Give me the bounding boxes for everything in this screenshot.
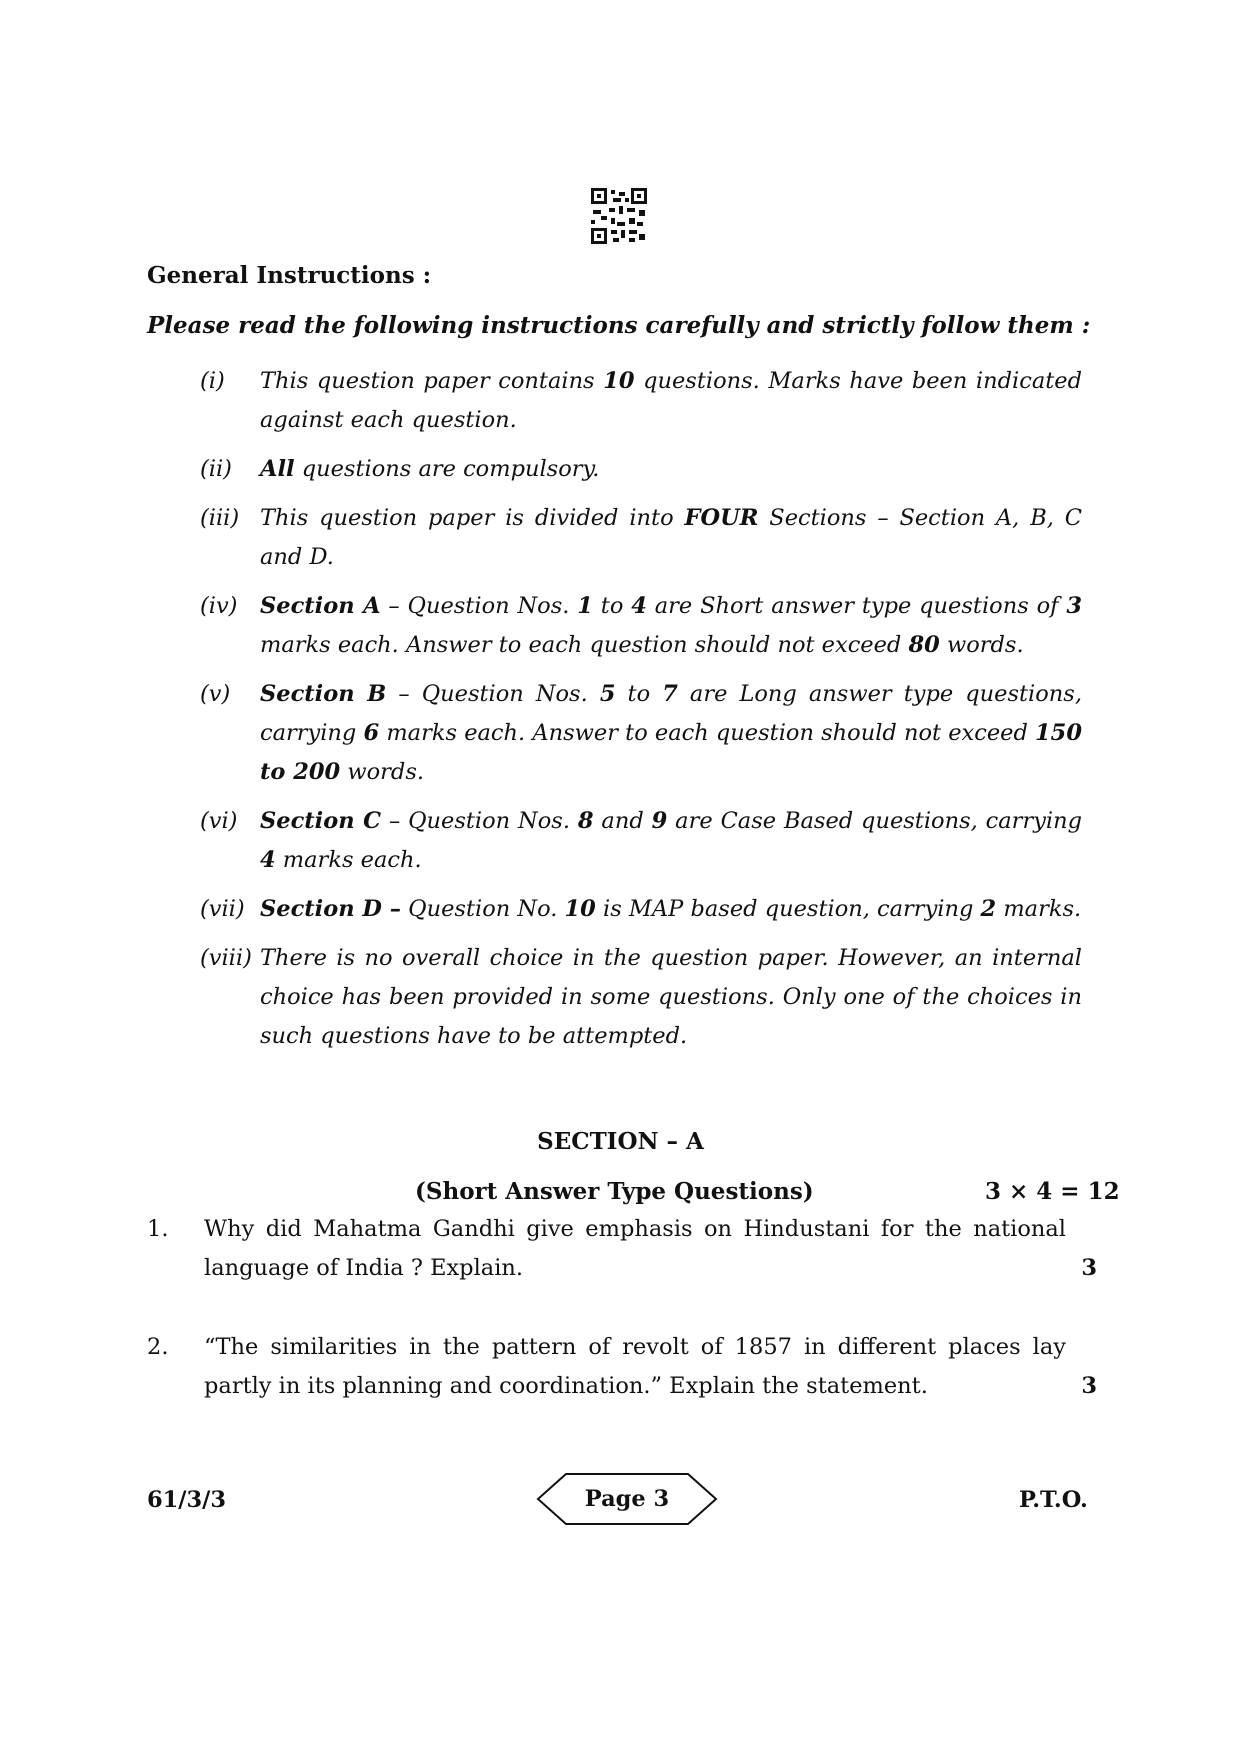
question-2 (147, 1328, 1097, 1406)
instruction-text: Question No. (401, 896, 565, 922)
paper-code: 61/3/3 (147, 1487, 227, 1513)
instruction-emphasis: Section D – (260, 896, 401, 922)
instruction-number: (v) (200, 681, 231, 707)
instruction-emphasis: All (260, 456, 295, 482)
instruction-item (200, 587, 1082, 665)
pto-label: P.T.O. (1019, 1487, 1088, 1513)
instruction-number: (vii) (200, 896, 245, 922)
instruction-text: questions are compulsory. (294, 456, 600, 482)
instruction-item (200, 802, 1082, 880)
instruction-text: are Long answer type questions, carrying (260, 681, 1082, 746)
question-number: 1. (147, 1216, 169, 1242)
instruction-emphasis: 3 (1066, 593, 1082, 619)
instruction-text: – Question Nos. (386, 681, 600, 707)
instruction-emphasis: 5 (599, 681, 616, 707)
question-number: 2. (147, 1334, 169, 1360)
section-marks: 3 × 4 = 12 (985, 1178, 1120, 1205)
instruction-emphasis: 7 (662, 681, 678, 707)
instruction-text: marks each. Answer to each question should not exceed (379, 720, 1036, 746)
instruction-item (200, 939, 1082, 1056)
page-number-badge (536, 1472, 718, 1526)
instruction-emphasis: 6 (363, 720, 380, 746)
instruction-number: (iv) (200, 593, 238, 619)
instruction-item (200, 450, 1082, 489)
instruction-emphasis: Section A (260, 593, 381, 619)
question-marks: 3 (1081, 1255, 1097, 1281)
instruction-text: This question paper is divided into (260, 505, 685, 531)
instruction-number: (vi) (200, 808, 238, 834)
question-text: “The similarities in the pattern of revolt of 1857 in different places lay partly in its planning and coordination.” Explain the statement. (204, 1334, 1066, 1399)
instruction-item (200, 675, 1082, 792)
qr-code-icon (591, 188, 647, 244)
instruction-emphasis: 10 (603, 368, 635, 394)
section-title: SECTION – A (537, 1128, 704, 1155)
instruction-emphasis: 8 (577, 808, 594, 834)
instruction-text: marks each. (275, 847, 422, 873)
instruction-text: This question paper contains (260, 368, 604, 394)
instruction-text: – Question Nos. (380, 593, 578, 619)
instruction-item (200, 890, 1082, 929)
instruction-emphasis: 10 (564, 896, 596, 922)
question-text: Why did Mahatma Gandhi give emphasis on Hindustani for the national language of India ? Explain. (204, 1216, 1066, 1281)
instruction-emphasis: FOUR (684, 505, 759, 531)
instruction-emphasis: Section B (260, 681, 387, 707)
instruction-item (200, 362, 1082, 440)
instruction-emphasis: Section C (260, 808, 382, 834)
instruction-text: There is no overall choice in the question paper. However, an internal choice has been provided in some questions. Only one of the choices in such questions have to be attempted. (260, 945, 1082, 1049)
instruction-emphasis: 9 (651, 808, 668, 834)
instructions-heading: General Instructions : (147, 262, 432, 289)
instruction-text: marks each. Answer to each question should not exceed (260, 632, 909, 658)
instruction-text: is MAP based question, carrying (595, 896, 981, 922)
instruction-text: questions. Marks have been indicated against each question. (260, 368, 1082, 433)
instruction-text: marks. (996, 896, 1082, 922)
instruction-emphasis: 4 (631, 593, 647, 619)
instruction-text: to (615, 681, 663, 707)
instruction-text: are Case Based questions, carrying (667, 808, 1082, 834)
instruction-emphasis: 80 (908, 632, 940, 658)
instruction-emphasis: 2 (980, 896, 997, 922)
question-1 (147, 1210, 1097, 1288)
instruction-text: are Short answer type questions of (646, 593, 1067, 619)
instruction-number: (i) (200, 368, 225, 394)
page-label: Page 3 (584, 1486, 670, 1512)
instruction-item (200, 499, 1082, 577)
instruction-emphasis: 1 (577, 593, 593, 619)
instruction-emphasis: 150 to 200 (260, 720, 1082, 785)
question-marks: 3 (1081, 1373, 1097, 1399)
instruction-number: (ii) (200, 456, 232, 482)
instruction-text: to (592, 593, 632, 619)
section-subtitle: (Short Answer Type Questions) (415, 1178, 814, 1205)
instruction-text: Sections – Section A, B, C and D. (260, 505, 1082, 570)
instruction-text: – Question Nos. (381, 808, 578, 834)
instruction-text: and (593, 808, 652, 834)
instruction-text: words. (340, 759, 425, 785)
instruction-text: words. (939, 632, 1024, 658)
instruction-number: (viii) (200, 945, 252, 971)
instruction-number: (iii) (200, 505, 240, 531)
instructions-subheading: Please read the following instructions carefully and strictly follow them : (147, 312, 1091, 339)
instructions-list (200, 362, 1082, 1066)
instruction-emphasis: 4 (260, 847, 276, 873)
